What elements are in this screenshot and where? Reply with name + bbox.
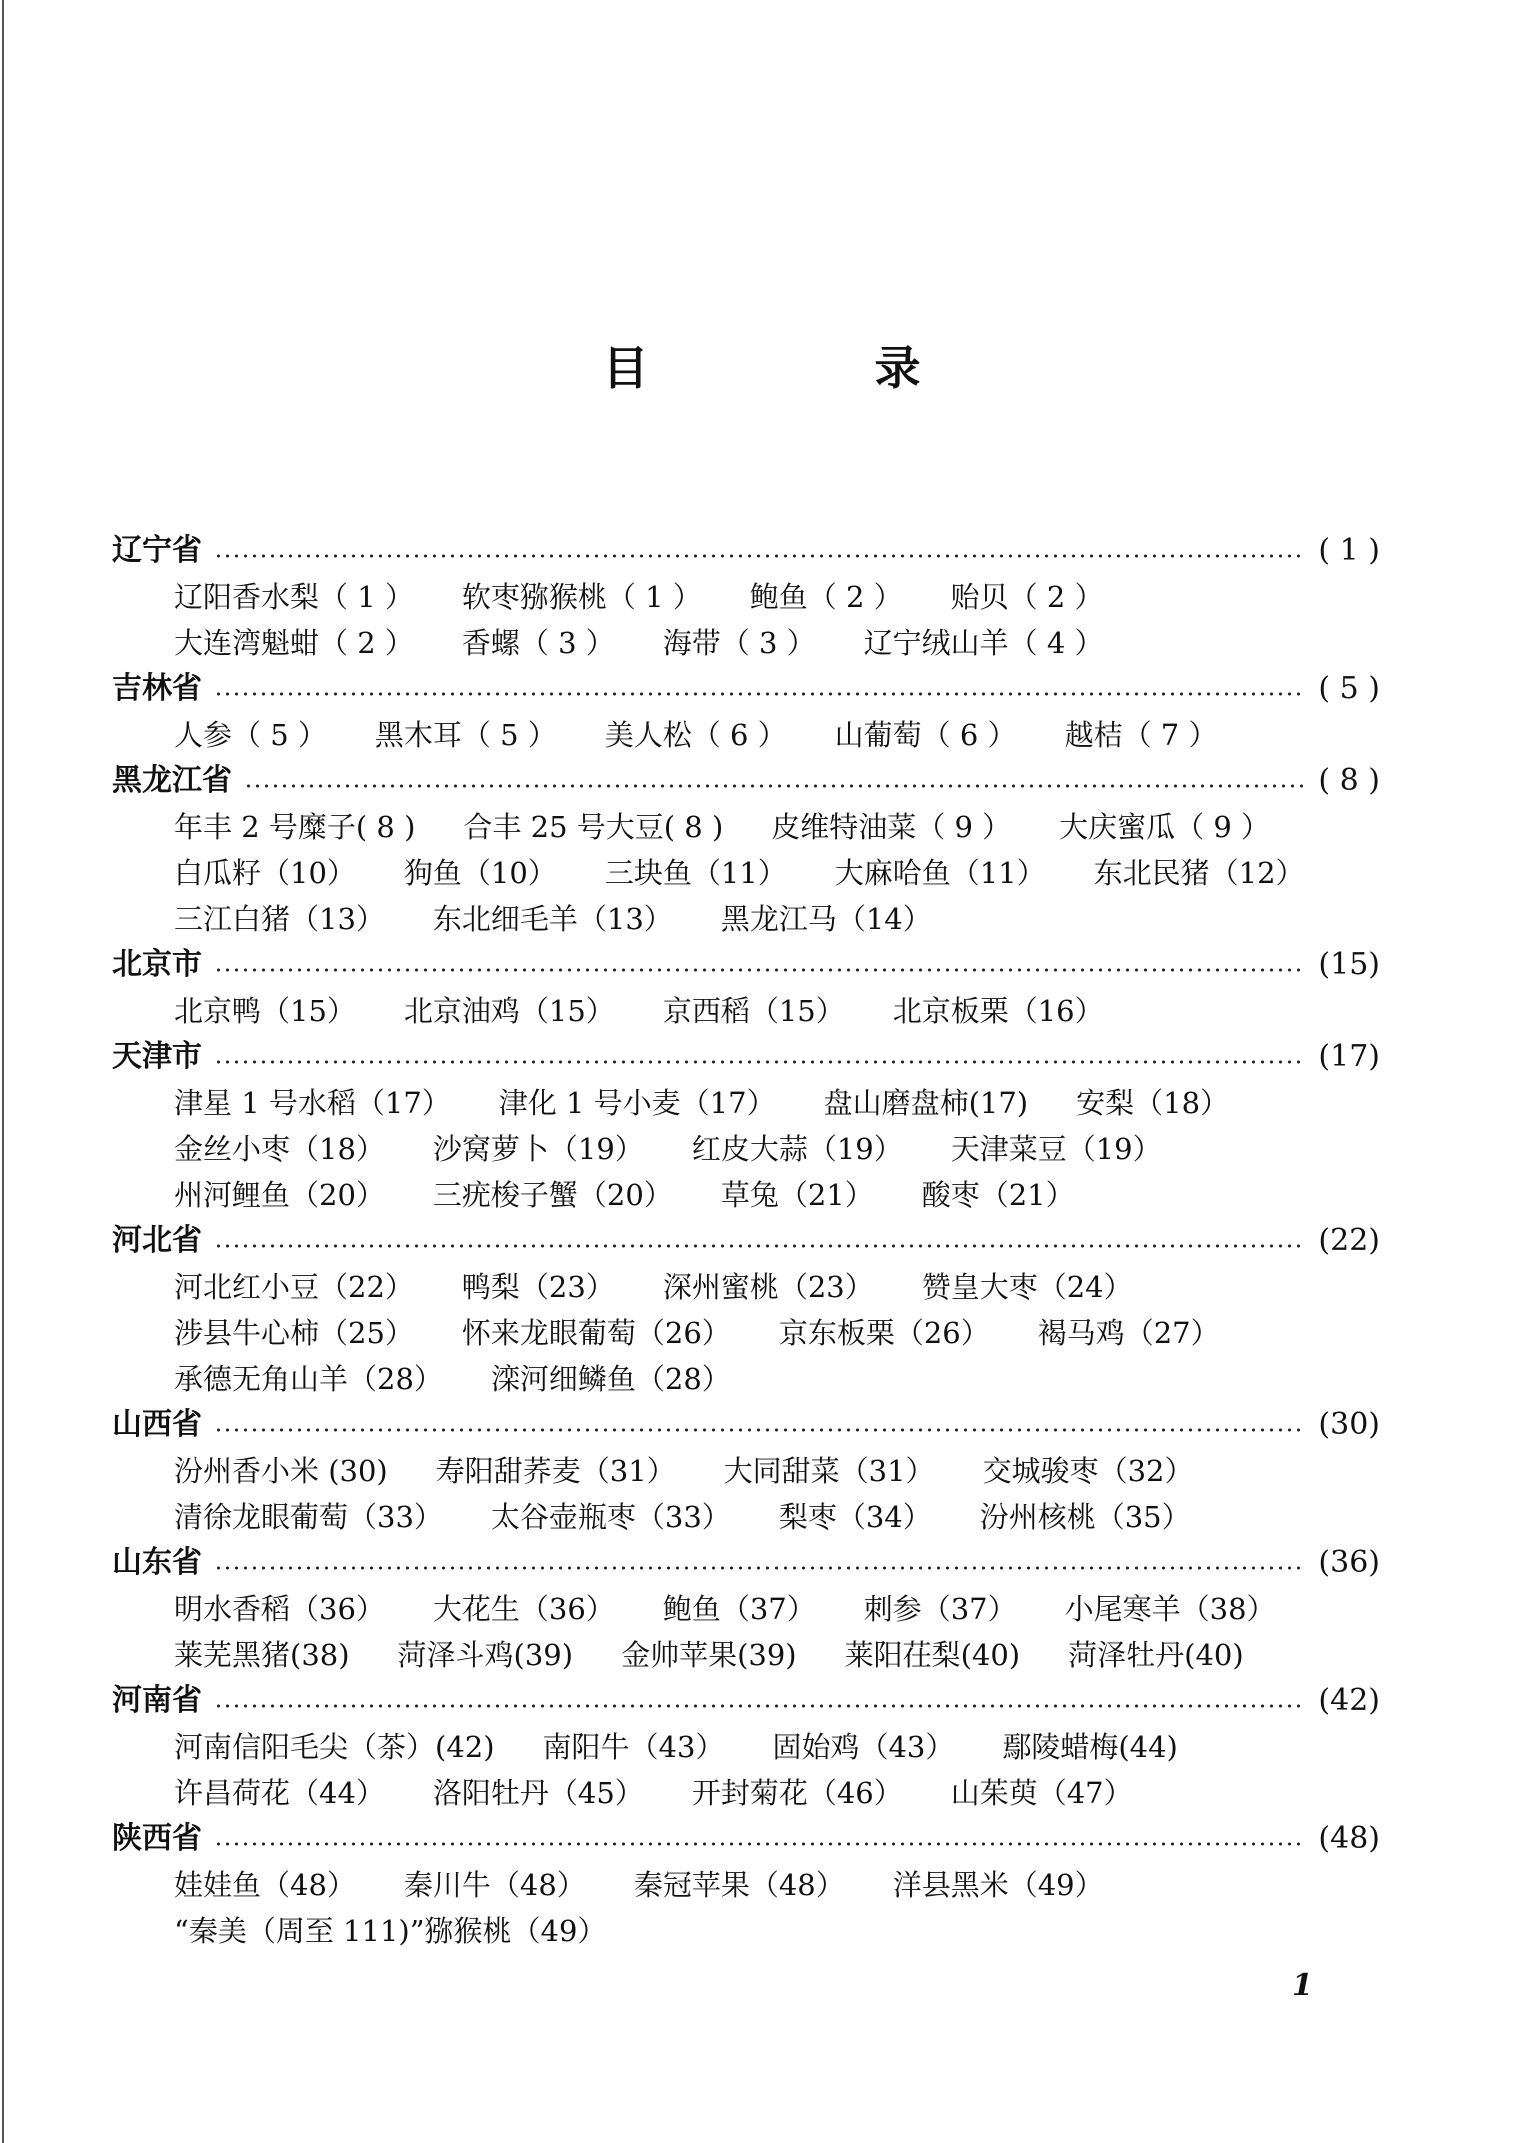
toc-entry[interactable]: 大连湾魁蚶（ 2 ）	[174, 626, 414, 660]
toc-entry[interactable]: 滦河细鳞鱼（28）	[490, 1362, 731, 1396]
toc-entry[interactable]: 黑木耳（ 5 ）	[374, 718, 557, 752]
toc-entry[interactable]: 天津菜豆（19）	[950, 1132, 1162, 1166]
dot-leader	[214, 1841, 1304, 1847]
toc-entry-row	[112, 1264, 1380, 1310]
toc-entry[interactable]: 软枣猕猴桃（ 1 ）	[461, 580, 702, 614]
toc-entry[interactable]: 海带（ 3 ）	[662, 626, 816, 660]
toc-entry[interactable]: 莱阳茌梨(40)	[844, 1638, 1021, 1672]
page-number: 1	[1292, 1968, 1313, 2003]
toc-entry[interactable]: 沙窝萝卜（19）	[432, 1132, 644, 1166]
toc-entry[interactable]: 娃娃鱼（48）	[174, 1868, 356, 1902]
toc-section-heading[interactable]	[112, 1816, 1380, 1862]
toc-entry-row	[112, 804, 1380, 850]
toc-entry[interactable]: 鄢陵蜡梅(44)	[1002, 1730, 1178, 1764]
toc-entry[interactable]: 涉县牛心柿（25）	[174, 1316, 414, 1350]
toc-section-heading[interactable]	[112, 666, 1380, 712]
toc-entry[interactable]: 津星 1 号水稻（17）	[174, 1086, 451, 1120]
toc-entry[interactable]: 承德无角山羊（28）	[174, 1362, 443, 1396]
section-name: 辽宁省	[112, 533, 202, 568]
section-name: 河南省	[112, 1683, 202, 1718]
toc-entry[interactable]: 辽阳香水梨（ 1 ）	[174, 580, 414, 614]
toc-entry[interactable]: 交城骏枣（32）	[982, 1454, 1194, 1488]
section-page-number: ( 5 )	[1318, 671, 1380, 706]
toc-entry[interactable]: 津化 1 号小麦（17）	[498, 1086, 776, 1120]
dot-leader	[214, 1427, 1304, 1433]
toc-entry[interactable]: 梨枣（34）	[778, 1500, 932, 1534]
section-page-number: (22)	[1318, 1223, 1380, 1258]
dot-leader	[214, 1565, 1304, 1571]
dot-leader	[214, 1243, 1304, 1249]
toc-entry[interactable]: 褐马鸡（27）	[1037, 1316, 1220, 1350]
toc-entry-row	[112, 1356, 1380, 1402]
toc-entry[interactable]: 明水香稻（36）	[174, 1592, 385, 1626]
toc-entry-row	[112, 574, 1380, 620]
toc-entry[interactable]: 年丰 2 号糜子( 8 )	[174, 810, 416, 844]
toc-entry[interactable]: 秦冠苹果（48）	[633, 1868, 845, 1902]
dot-leader	[214, 691, 1304, 697]
toc-entry[interactable]: 固始鸡（43）	[772, 1730, 955, 1764]
toc-entry[interactable]: 洋县黑米（49）	[892, 1868, 1104, 1902]
toc-entry[interactable]: 莱芜黑猪(38)	[174, 1638, 350, 1672]
toc-section-heading[interactable]	[112, 528, 1380, 574]
dot-leader	[244, 783, 1304, 789]
toc-entry[interactable]: 州河鲤鱼（20）	[174, 1178, 385, 1212]
toc-entry[interactable]: 汾州香小米 (30)	[174, 1454, 388, 1488]
toc-entry-row	[112, 1494, 1380, 1540]
toc-section-heading[interactable]	[112, 1402, 1380, 1448]
toc-entry-row	[112, 1908, 1380, 1954]
toc-section-heading[interactable]	[112, 942, 1380, 988]
toc-entry[interactable]: 合丰 25 号大豆( 8 )	[463, 810, 724, 844]
toc-entry[interactable]: 太谷壶瓶枣（33）	[490, 1500, 731, 1534]
toc-entry[interactable]: 北京板栗（16）	[892, 994, 1104, 1028]
toc-section-heading[interactable]	[112, 1540, 1380, 1586]
toc-entry[interactable]: 山茱萸（47）	[950, 1776, 1133, 1810]
toc-entry-row	[112, 712, 1380, 758]
section-name: 黑龙江省	[112, 763, 232, 798]
toc-entry-row	[112, 620, 1380, 666]
section-name: 山东省	[112, 1545, 202, 1580]
toc-entry[interactable]: 贻贝（ 2 ）	[950, 580, 1104, 614]
toc-entry[interactable]: 深州蜜桃（23）	[662, 1270, 874, 1304]
toc-entry[interactable]: 怀来龙眼葡萄（26）	[461, 1316, 731, 1350]
toc-entry[interactable]: 白瓜籽（10）	[174, 856, 356, 890]
toc-entry[interactable]: 京西稻（15）	[662, 994, 845, 1028]
toc-entry[interactable]: 三疣梭子蟹（20）	[432, 1178, 673, 1212]
toc-entry[interactable]: 汾州核桃（35）	[979, 1500, 1191, 1534]
dot-leader	[214, 553, 1304, 559]
section-page-number: (36)	[1318, 1545, 1380, 1580]
dot-leader	[214, 967, 1304, 973]
toc-entry[interactable]: 京东板栗（26）	[778, 1316, 990, 1350]
toc-entry-row	[112, 1126, 1380, 1172]
toc-entry[interactable]: 狗鱼（10）	[403, 856, 557, 890]
toc-entry[interactable]: 洛阳牡丹（45）	[432, 1776, 644, 1810]
toc-entry[interactable]: 金丝小枣（18）	[174, 1132, 385, 1166]
toc-entry-row	[112, 1172, 1380, 1218]
toc-entry[interactable]: 赞皇大枣（24）	[921, 1270, 1133, 1304]
toc-entry[interactable]: 大同甜菜（31）	[723, 1454, 935, 1488]
toc-entry[interactable]: 黑龙江马（14）	[720, 902, 932, 936]
toc-entry-row	[112, 1448, 1380, 1494]
toc-entry[interactable]: 河北红小豆（22）	[174, 1270, 414, 1304]
toc-entry[interactable]: 清徐龙眼葡萄（33）	[174, 1500, 443, 1534]
table-of-contents	[112, 528, 1380, 1954]
toc-entry[interactable]: 越桔（ 7 ）	[1064, 718, 1218, 752]
toc-entry[interactable]: 大庆蜜瓜（ 9 ）	[1059, 810, 1271, 844]
toc-entry[interactable]: 酸枣（21）	[921, 1178, 1075, 1212]
toc-entry[interactable]: 三块鱼（11）	[604, 856, 787, 890]
toc-entry[interactable]: 寿阳甜荞麦（31）	[435, 1454, 676, 1488]
toc-entry-row	[112, 1770, 1380, 1816]
toc-entry[interactable]: 许昌荷花（44）	[174, 1776, 385, 1810]
toc-entry[interactable]: 三江白猪（13）	[174, 902, 385, 936]
toc-entry[interactable]: 东北细毛羊（13）	[432, 902, 673, 936]
toc-entry[interactable]: 北京油鸡（15）	[403, 994, 615, 1028]
toc-section-heading[interactable]	[112, 1218, 1380, 1264]
section-name: 吉林省	[112, 671, 202, 706]
toc-entry[interactable]: 草兔（21）	[720, 1178, 874, 1212]
toc-entry[interactable]: 菏泽牡丹(40)	[1068, 1638, 1244, 1672]
toc-entry[interactable]: 开封菊花（46）	[691, 1776, 903, 1810]
section-page-number: (48)	[1318, 1821, 1380, 1856]
toc-entry[interactable]: 大麻哈鱼（11）	[834, 856, 1046, 890]
dot-leader	[214, 1703, 1304, 1709]
toc-entry[interactable]: 红皮大蒜（19）	[691, 1132, 903, 1166]
toc-entry-row	[112, 1080, 1380, 1126]
toc-entry[interactable]: 小尾寒羊（38）	[1064, 1592, 1276, 1626]
toc-entry-row	[112, 896, 1380, 942]
toc-entry[interactable]: 山葡萄（ 6 ）	[834, 718, 1017, 752]
section-page-number: ( 1 )	[1318, 533, 1380, 568]
toc-entry[interactable]: 美人松（ 6 ）	[604, 718, 787, 752]
page-title: 目 录	[602, 341, 1011, 395]
toc-entry[interactable]: 安梨（18）	[1076, 1086, 1230, 1120]
toc-entry[interactable]: 大花生（36）	[432, 1592, 615, 1626]
toc-entry-row	[112, 1862, 1380, 1908]
section-page-number: ( 8 )	[1318, 763, 1380, 798]
toc-section-heading[interactable]	[112, 1034, 1380, 1080]
toc-entry[interactable]: 河南信阳毛尖（茶）(42)	[174, 1730, 495, 1764]
section-name: 陕西省	[112, 1821, 202, 1856]
toc-entry[interactable]: 秦川牛（48）	[403, 1868, 586, 1902]
toc-entry-row	[112, 1586, 1380, 1632]
toc-entry[interactable]: 鲍鱼（ 2 ）	[749, 580, 903, 614]
toc-entry[interactable]: 刺参（37）	[863, 1592, 1017, 1626]
toc-entry-row	[112, 1310, 1380, 1356]
toc-section-heading[interactable]	[112, 758, 1380, 804]
toc-entry-row	[112, 850, 1380, 896]
toc-section-heading[interactable]	[112, 1678, 1380, 1724]
toc-entry[interactable]: 菏泽斗鸡(39)	[397, 1638, 574, 1672]
toc-entry[interactable]: 香螺（ 3 ）	[461, 626, 615, 660]
toc-entry[interactable]: 南阳牛（43）	[542, 1730, 725, 1764]
toc-entry[interactable]: 北京鸭（15）	[174, 994, 356, 1028]
section-page-number: (17)	[1318, 1039, 1380, 1074]
toc-entry[interactable]: 鲍鱼（37）	[662, 1592, 816, 1626]
toc-entry[interactable]: 人参（ 5 ）	[174, 718, 327, 752]
page-edge-line	[2, 0, 4, 2143]
section-page-number: (30)	[1318, 1407, 1380, 1442]
toc-entry[interactable]: 皮维特油菜（ 9 ）	[771, 810, 1012, 844]
section-name: 山西省	[112, 1407, 202, 1442]
section-name: 北京市	[112, 947, 202, 982]
dot-leader	[214, 1059, 1304, 1065]
section-page-number: (42)	[1318, 1683, 1380, 1718]
section-name: 河北省	[112, 1223, 202, 1258]
toc-entry-row	[112, 1724, 1380, 1770]
toc-entry[interactable]: 鸭梨（23）	[461, 1270, 615, 1304]
toc-entry-row	[112, 988, 1380, 1034]
toc-entry-row	[112, 1632, 1380, 1678]
toc-entry[interactable]: “秦美（周至 111)”猕猴桃（49）	[174, 1914, 607, 1948]
section-page-number: (15)	[1318, 947, 1380, 982]
toc-entry[interactable]: 辽宁绒山羊（ 4 ）	[863, 626, 1104, 660]
section-name: 天津市	[112, 1039, 202, 1074]
toc-entry[interactable]: 金帅苹果(39)	[621, 1638, 797, 1672]
toc-entry[interactable]: 东北民猪（12）	[1093, 856, 1305, 890]
toc-entry[interactable]: 盘山磨盘柿(17)	[823, 1086, 1029, 1120]
